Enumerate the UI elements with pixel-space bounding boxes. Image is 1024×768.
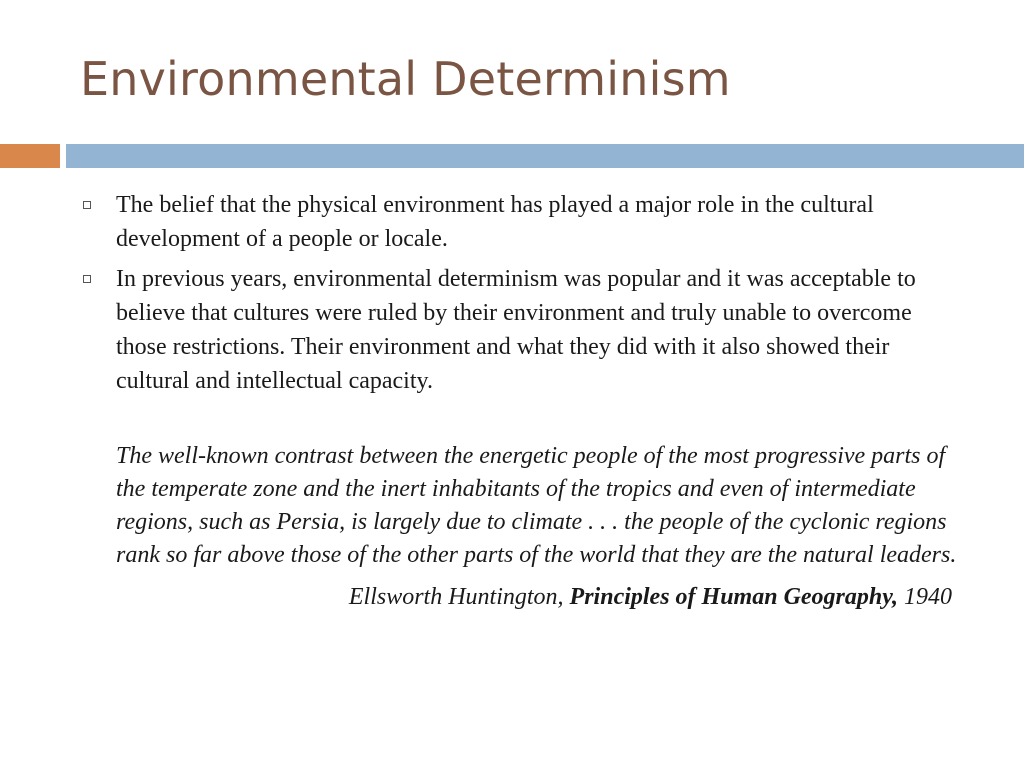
citation-year: 1940 [904, 584, 952, 610]
quote-citation [80, 580, 960, 614]
citation-author: Ellsworth Huntington, [348, 584, 564, 610]
accent-bar-blue [66, 144, 1024, 168]
accent-bar-orange [0, 144, 60, 168]
bullet-item [80, 262, 960, 398]
hollow-square-bullet-icon [83, 275, 91, 283]
bullet-text: In previous years, environmental determinism was popular and it was acceptable to believe that cultures were ruled by their environment and truly unable to overcome those restrictions. Their environment and what they did with it also showed their cultural and intellectual capacity. [116, 266, 916, 394]
block-quote: The well-known contrast between the energetic people of the most progressive parts of the temperate zone and the inert inhabitants of the tropics and even of intermediate regions, such as Persia, is largely due to climate . . . the people of the cyclonic regions rank so far above those of the other parts of the world that they are the natural leaders. [116, 443, 957, 568]
slide-title: Environmental Determinism [80, 52, 731, 106]
slide-body [80, 188, 960, 614]
bullet-item [80, 188, 960, 256]
bullet-text: The belief that the physical environment has played a major role in the cultural development of a people or locale. [116, 192, 874, 252]
citation-work: Principles of Human Geography, [569, 584, 898, 610]
hollow-square-bullet-icon [83, 201, 91, 209]
